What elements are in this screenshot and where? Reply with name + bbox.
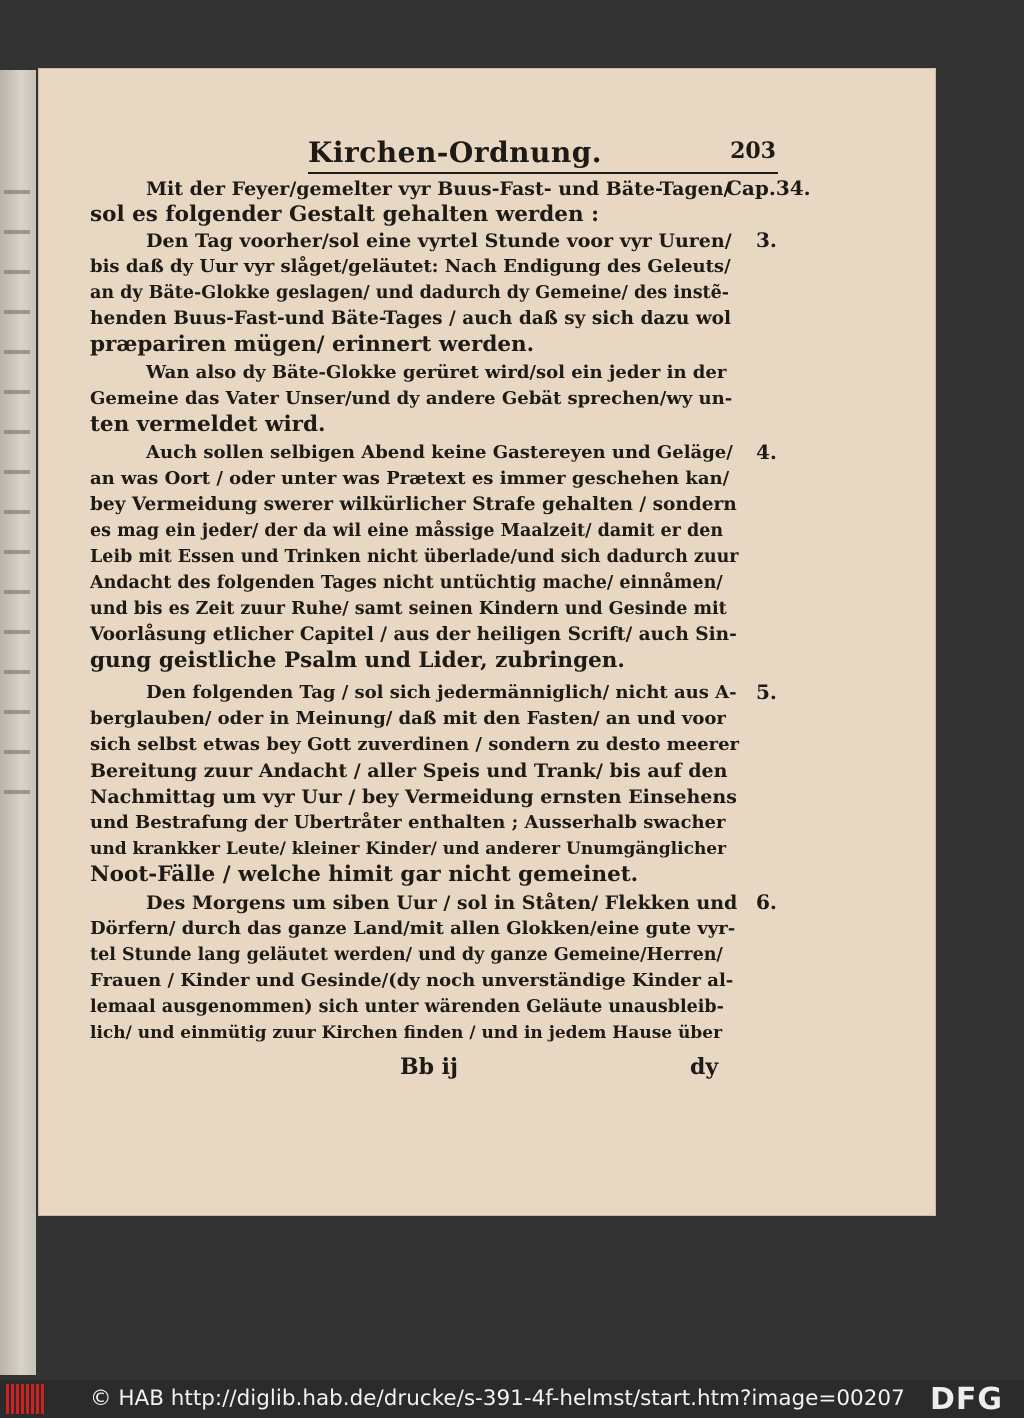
text-line: an was Oort / oder unter was Prætext es immer geschehen kan/ — [90, 468, 730, 489]
text-line: berglauben/ oder in Meinung/ daß mit den Fasten/ an und voor — [90, 708, 726, 729]
text-line: Mit der Feyer/gemelter vyr Buus-Fast- und Bäte-Tagen/ — [146, 178, 731, 200]
text-line: præpariren mügen/ erinnert werden. — [90, 332, 535, 357]
text-line: und bis es Zeit zuur Ruhe/ samt seinen Kindern und Gesinde mit — [90, 599, 727, 619]
text-line: Des Morgens um siben Uur / sol in Ståten/ Flekken und — [146, 892, 738, 914]
section-number-3: 3. — [756, 228, 777, 252]
text-line: und krankker Leute/ kleiner Kinder/ und anderer Unumgänglicher — [90, 839, 727, 859]
text-line: Wan also dy Bäte-Glokke gerüret wird/sol ein jeder in der — [146, 362, 727, 383]
barcode-icon — [6, 1384, 46, 1414]
section-number-4: 4. — [756, 440, 777, 464]
copyright-link[interactable]: © HAB http://diglib.hab.de/drucke/s-391-4f-helmst/start.htm?image=00207 — [90, 1386, 905, 1411]
text-line: bey Vermeidung swerer wilkürlicher Strafe gehalten / sondern — [90, 494, 737, 515]
text-line: tel Stunde lang geläutet werden/ und dy ganze Gemeine/Herren/ — [90, 945, 723, 965]
text-line: Noot-Fälle / welche himit gar nicht gemeinet. — [90, 862, 639, 887]
text-line: Voorlåsung etlicher Capitel / aus der heiligen Scrift/ auch Sin- — [90, 624, 737, 645]
text-line: und Bestrafung der Ubertråter enthalten ; Ausserhalb swacher — [90, 812, 726, 833]
footer-bar — [0, 1380, 1024, 1418]
text-line: Frauen / Kinder und Gesinde/(dy noch unverständige Kinder al- — [90, 970, 734, 991]
catchword: dy — [690, 1054, 719, 1080]
section-number-5: 5. — [756, 680, 777, 704]
signature-mark: Bb ij — [400, 1054, 458, 1080]
chapter-marker: Cap.34. — [726, 176, 811, 200]
text-line: ten vermeldet wird. — [90, 412, 326, 437]
text-line: lich/ und einmütig zuur Kirchen finden / und in jedem Hause über — [90, 1023, 723, 1043]
text-line: Andacht des folgenden Tages nicht untüchtig mache/ einnåmen/ — [90, 573, 723, 593]
scanned-page — [38, 68, 936, 1216]
text-line: Leib mit Essen und Trinken nicht überlade/und sich dadurch zuur — [90, 547, 739, 567]
text-line: sich selbst etwas bey Gott zuverdinen / sondern zu desto meerer — [90, 734, 740, 755]
dfg-logo: DFG — [930, 1382, 1004, 1417]
running-head: Kirchen-Ordnung. — [308, 136, 603, 169]
page-number: 203 — [730, 138, 776, 164]
text-line: bis daß dy Uur vyr slåget/geläutet: Nach Endigung des Geleuts/ — [90, 256, 731, 277]
text-line: Nachmittag um vyr Uur / bey Vermeidung ernsten Einsehens — [90, 786, 737, 808]
text-line: an dy Bäte-Glokke geslagen/ und dadurch dy Gemeine/ des instẽ- — [90, 283, 730, 303]
text-line: Auch sollen selbigen Abend keine Gastereyen und Geläge/ — [146, 442, 733, 463]
text-line: sol es folgender Gestalt gehalten werden : — [90, 202, 600, 227]
previous-page-edge — [0, 70, 36, 1375]
text-line: gung geistliche Psalm und Lider, zubringen. — [90, 648, 625, 673]
text-line: es mag ein jeder/ der da wil eine måssige Maalzeit/ damit er den — [90, 521, 724, 541]
text-line: Dörfern/ durch das ganze Land/mit allen Glokken/eine gute vyr- — [90, 918, 736, 939]
text-line: Gemeine das Vater Unser/und dy andere Gebät sprechen/wy un- — [90, 388, 733, 409]
text-line: lemaal ausgenommen) sich unter wärenden Geläute unausbleib- — [90, 997, 724, 1017]
text-line: Bereitung zuur Andacht / aller Speis und Trank/ bis auf den — [90, 760, 728, 782]
text-line: Den Tag voorher/sol eine vyrtel Stunde voor vyr Uuren/ — [146, 230, 732, 252]
text-line: henden Buus-Fast-und Bäte-Tages / auch daß sy sich dazu wol — [90, 308, 732, 329]
section-number-6: 6. — [756, 890, 777, 914]
page-header — [308, 132, 778, 174]
text-line: Den folgenden Tag / sol sich jedermänniglich/ nicht aus A- — [146, 682, 737, 703]
